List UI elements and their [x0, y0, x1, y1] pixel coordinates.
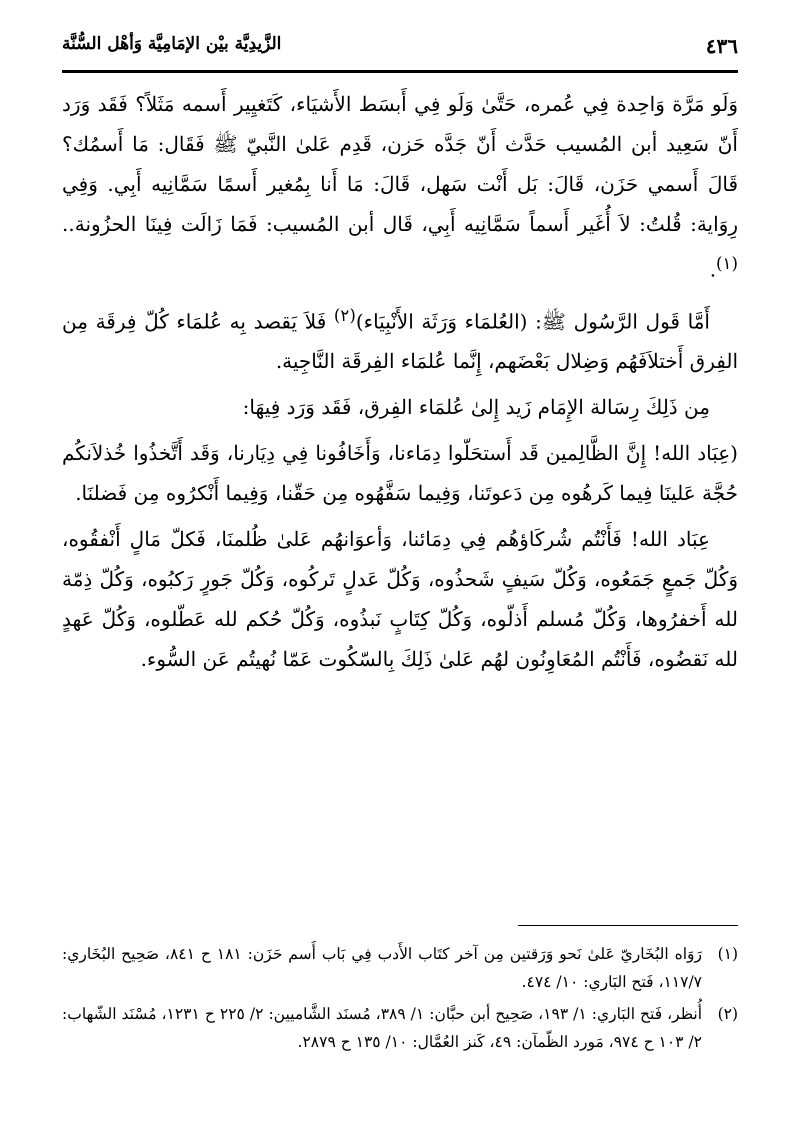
footnote-2-text: أُنظر، فَتح البَاري: ١/ ١٩٣، صَحِيح أبن حبَّان: ١/ ٣٨٩، مُسنَد الشَّاميين: ٢/ ٢٢٥ ح ١٢٣١، مُسْنَد الشّهاب: ٢/ ١٠٣ ح ٩٧٤، مَورد الظّمآن: ٤٩، كَنز العُمَّال: ١٠/ ١٣٥ ح ٢٨٧٩. [62, 1005, 703, 1051]
main-text [62, 84, 738, 685]
paragraph-2-text-b: فَلاَ يَقصد بِه عُلمَاء كُلّ فِرقَة مِن الفِرق أَختلاَفَهُم وَضِلال بَعْضَهم، إِنَّما عُلمَاء الفِرقَة النَّاجِية. [62, 309, 738, 374]
footnote-1 [62, 940, 738, 996]
header-rule [62, 70, 738, 73]
paragraph-3: مِن ذَلِكَ رِسَالة الإِمَام زَيد إِلىٰ عُلمَاء الفِرق، فَقَد وَرَد فِيهَا: [242, 395, 710, 420]
footnote-rule [518, 925, 738, 926]
footnote-ref-1: (١) [716, 254, 738, 273]
footnote-1-marker: (١) [717, 945, 739, 963]
footnotes [62, 940, 738, 1060]
paragraph-1 [62, 84, 738, 290]
page-header [62, 28, 738, 72]
paragraph-2 [62, 296, 738, 382]
running-title: الزَّيدِيَّة بيْن الإمَامِيَّة وَأهْل السُّنَّة [62, 34, 282, 54]
footnote-2-marker: (٢) [717, 1005, 739, 1023]
page-number: ٤٣٦ [705, 34, 738, 58]
paragraph-1-end: . [709, 257, 717, 282]
paragraph-2-text-a: أَمَّا قَول الرَّسُول ﷺ: (العُلمَاء وَرَثَة الأَنْبِيَاء) [355, 309, 710, 334]
footnote-1-text: رَوَاه البُخَاريّ عَلىٰ نَحو وَرَقتين مِن آخر كتَاب الأَدب فِي بَاب أَسم حَزَن: ١٨١ ح ٨٤١، صَحِيح البُخَاري: ١١٧/٧، فَتح البَاري: ١٠/ ٤٧٤. [62, 945, 703, 991]
paragraph-5: عِبَاد الله! فَأَنْتُم شُركَاؤهُم فِي دِمَائنا، وَأعوَانهُم عَلىٰ ظُلمنَا، فَكلّ مَالٍ أَنْفقُوه، وَكُلّ جَمعٍ جَمَعُوه، وَكُلّ سَيفٍ شَحذُوه، وَكُلّ عَدلٍ تَركُوه، وَكُلّ جَورٍ رَكبُوه، وَكُلّ ذِمّة لله أَخفرُوها، وَكُلّ مُسلم أَذلّوه، وَكُلّ كِتَابٍ نَبذُوه، وَكُلّ حُكم لله عَطّلوه، وَكُلّ عَهدٍ لله نَقضُوه، فَأَنْتُم المُعَاوِنُون لهُم عَلىٰ ذَلِكَ بِالسّكُوت عَمّا نُهيتُم عَن السُّوء. [62, 527, 738, 672]
paragraph-4: (عِبَاد الله! إِنَّ الظَّالِمين قَد أَستحَلّوا دِمَاءنا، وَأَخَافُونا فِي دِيَارنا، وَقَد أَتَّخذُوا خُذلاَنكُم حُجَّة عَلينَا فِيما كَرهُوه مِن دَعوتَنا، وَفِيما سَفَّهُوه مِن حَقّنا، وَفِيما أَنْكرُوه مِن فَضلنَا. [62, 441, 738, 506]
footnote-ref-2: (٢) [333, 305, 356, 325]
paragraph-1-text: وَلَو مَرَّة وَاحِدة فِي عُمره، حَتَّىٰ وَلَو فِي أَبسَط الأَشيَاء، كَتَغيِير أَسمه مَثَلاً؟ فَقَد وَرَد أَنّ سَعِيد أبن المُسيب حَدَّث أَنّ جَدَّه حَزن، قَدِم عَلىٰ النَّبيّ ﷺ فَقَال: مَا أَسمُك؟ قَالَ أَسمي حَزَن، قَالَ: بَل أَنْت سَهل، قَالَ: مَا أَنا بِمُغير أَسمًا سَمَّانِيه أَبِي. وَفِي رِوَاية: قُلتُ: لاَ أُغَير أَسماً سَمَّانِيه أَبِي، قَال أبن المُسيب: فَمَا زَالَت فِينَا الحزُونة.. [62, 92, 738, 236]
footnote-2 [62, 1000, 738, 1056]
